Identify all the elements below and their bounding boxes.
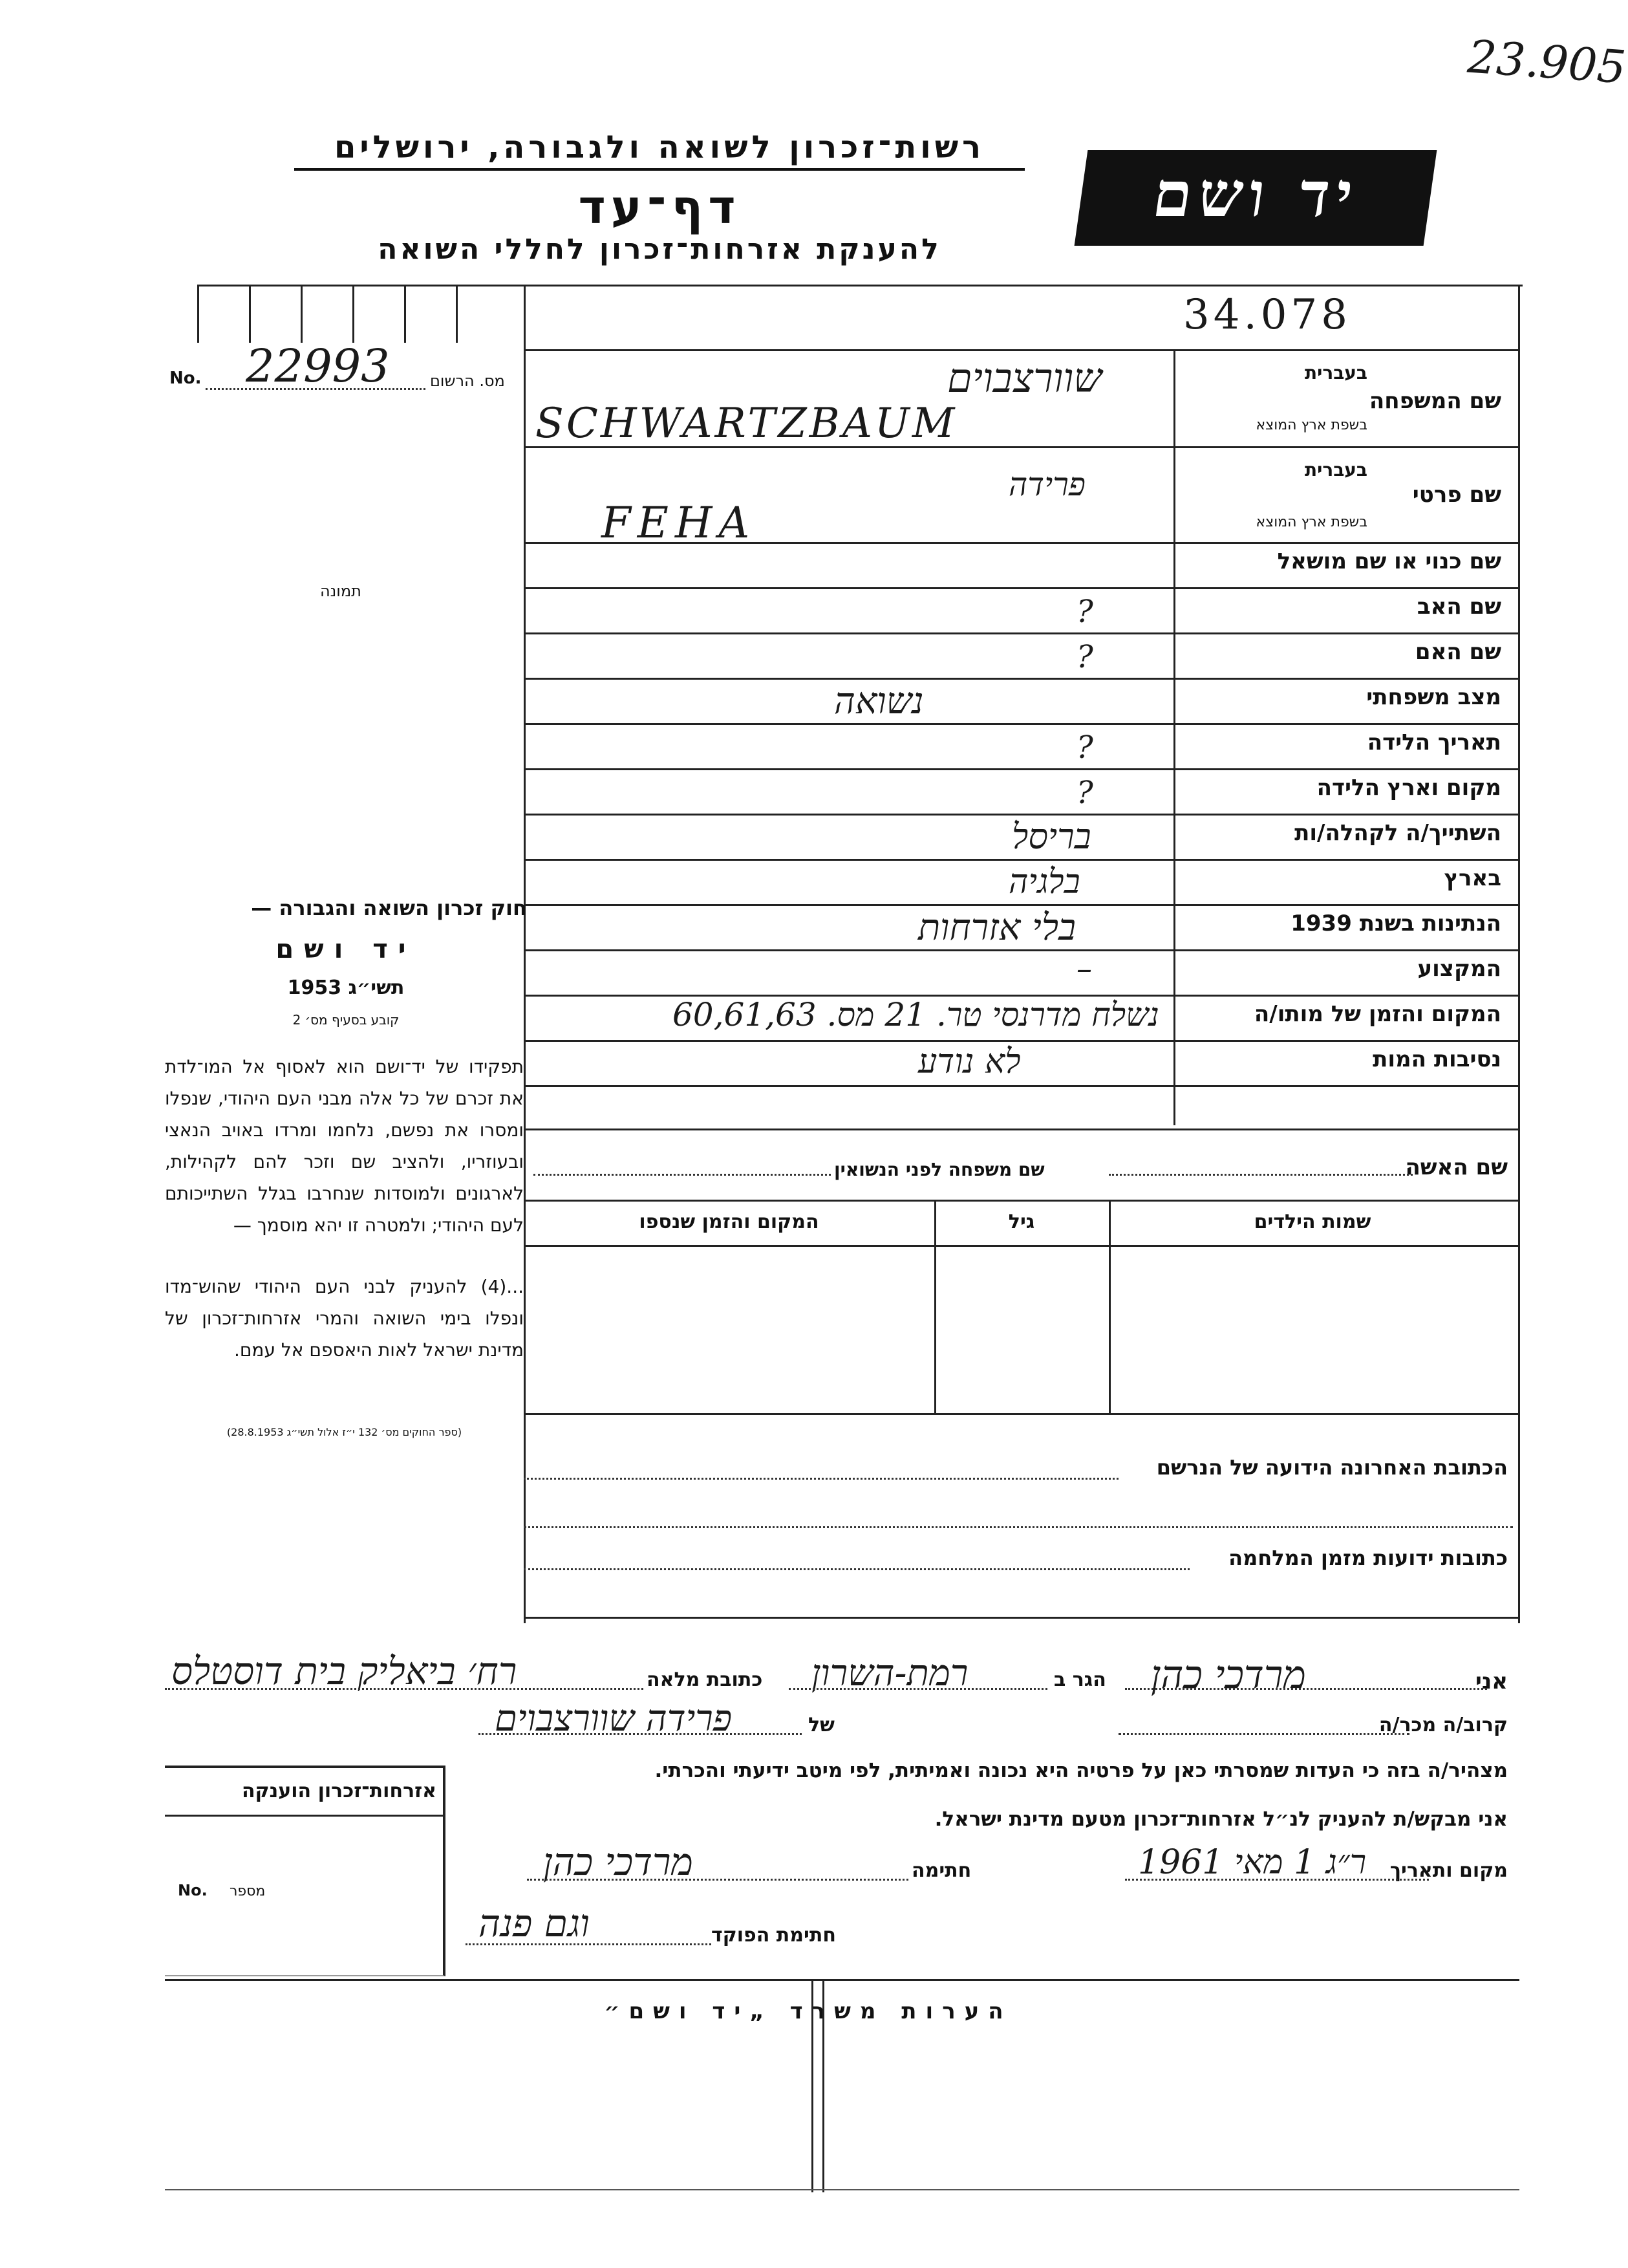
death-cause-label: נסיבות המות	[1373, 1046, 1501, 1072]
country-value: בלגיה	[1009, 863, 1080, 902]
first-name-origin-label: בשפת ארץ המוצא	[1256, 514, 1367, 530]
nickname-label: שם כנוי או שם מושאל	[1277, 548, 1501, 574]
father-value: ?	[1076, 594, 1093, 630]
signature-value: מרדכי כהן	[543, 1840, 693, 1884]
declarant-name: מרדכי כהן	[1151, 1652, 1306, 1698]
death-place-value: נשלח מדרנסי טר. 21 מס. 60,61,63	[672, 996, 1159, 1033]
wife-maiden-label: שם משפחה לפני הנשואין	[834, 1159, 1045, 1180]
statement-1: מצהיר/ה בזה כי העדות שמסרתי כאן על פרטיה היא נכונה ואמיתית, לפי מיטב ידיעתי והכרתי.	[654, 1759, 1508, 1782]
office-notes-label: הערות משרד „יד ושם״	[604, 1998, 1012, 2024]
law-paragraph-1: תפקידו של יד־ושם הוא לאסוף אל המו־לדת את זכרם של כל אלה מבני העם היהודי, שנפלו ומסרו את נפשם, נלחמו ומרדו באויב הנאצי ובעוזריו, ולהציב שם וזכר להם לקהילות, לארגונים ולמוסדות שנחרבו בגלל השתייכותם לעם היהודי; ולמטרה זו יהא מוסמך —	[165, 1056, 524, 1236]
yad-vashem-logo	[1075, 150, 1437, 246]
citizenship-box-no-label: No.	[178, 1881, 208, 1899]
law-title: חוק זכרון השואה והגבורה —	[251, 896, 527, 920]
law-year: תשי״ג 1953	[287, 977, 405, 999]
signature-label: חתימה	[912, 1859, 972, 1882]
first-name-hebrew-value: פרידה	[1009, 466, 1086, 503]
first-name-hebrew-label: בעברית	[1304, 459, 1367, 481]
death-cause-value: לא נודע	[918, 1042, 1021, 1081]
birth-place-label: מקום וארץ הלידה	[1316, 775, 1501, 801]
wife-label: שם האשה	[1405, 1154, 1508, 1180]
birth-date-label: תאריך הלידה	[1367, 729, 1501, 755]
relative-name: פרידה שוורצבוים	[495, 1698, 733, 1740]
marital-value: נשואה	[834, 680, 924, 722]
family-name-hebrew-value: שוורצבוים	[947, 354, 1102, 402]
community-label: השתייך/ה לקהלה/ות	[1294, 820, 1501, 846]
community-value: בריסל	[1012, 816, 1091, 857]
birth-place-value: ?	[1076, 775, 1093, 811]
relative-label: קרוב/ה מכר/ה	[1378, 1714, 1508, 1736]
law-clause: קובע בסעיף מס׳ 2	[292, 1012, 400, 1028]
photo-label: תמונה	[320, 582, 361, 600]
full-address-label: כתובת מלאה	[647, 1669, 763, 1691]
resident-label: הגר ב	[1054, 1669, 1106, 1691]
law-name: יד ושם	[275, 934, 416, 964]
town-value: רמת-השרון	[811, 1652, 969, 1694]
citizenship-box	[165, 1766, 445, 1976]
officer-signature-label: חתימת הפוקד	[711, 1924, 836, 1947]
family-name-hebrew-label: בעברית	[1304, 362, 1367, 383]
first-name-origin-value: FEHA	[601, 498, 756, 548]
father-label: שם האב	[1417, 594, 1501, 620]
family-name-origin-value: SCHWARTZBAUM	[535, 400, 958, 448]
law-source: (ספר החוקים מס׳ 132 י״ז אלול תשי״ג 28.8.1953)	[226, 1426, 462, 1438]
wartime-address-label: כתובות ידועות מזמן המלחמה	[1228, 1546, 1508, 1570]
children-age-header: גיל	[1008, 1211, 1035, 1233]
profession-label: המקצוע	[1417, 956, 1501, 982]
statement-2: אני מבקש/ת להעניק לנ״ל אזרחות־זכרון מטעם מדינת ישראל.	[934, 1808, 1508, 1831]
first-name-label: שם פרטי	[1412, 482, 1501, 508]
i-label: אני	[1475, 1669, 1508, 1694]
place-date-label: מקום ותאריך	[1389, 1859, 1508, 1882]
children-names-header: שמות הילדים	[1254, 1211, 1371, 1233]
country-label: בארץ	[1444, 865, 1501, 891]
profession-value: –	[1076, 951, 1092, 987]
registration-number: 22993	[246, 340, 390, 393]
stamp-number: 34.078	[1183, 291, 1351, 339]
officer-signature: וגם פנה	[478, 1901, 590, 1945]
authority-title: רשות־זכרון לשואה ולגבורה, ירושלים	[294, 129, 1025, 171]
children-place-header: המקום והזמן שנספו	[639, 1211, 819, 1233]
marital-label: מצב משפחתי	[1366, 684, 1501, 710]
subtitle: להענקת אזרחות־זכרון לחללי השואה	[378, 233, 941, 266]
full-address-value: רח׳ ביאליק בית דוסטלס	[171, 1649, 517, 1693]
death-place-label: המקום והזמן של מותו/ה	[1254, 1001, 1501, 1027]
of-label: של	[808, 1714, 835, 1736]
birth-date-value: ?	[1076, 729, 1093, 766]
family-name-label: שם המשפחה	[1369, 388, 1501, 414]
logo-text: יד ושם	[1148, 158, 1364, 231]
citizenship-label: הנתינות בשנת 1939	[1291, 911, 1501, 936]
citizenship-box-number-label: מספר	[230, 1883, 266, 1899]
registration-en-label: No.	[169, 369, 202, 388]
last-address-label: הכתובת האחרונה הידועה של הנרשם	[1156, 1455, 1508, 1480]
citizenship-value: בלי אזרחות	[918, 907, 1076, 949]
page-title: דף־עד	[578, 180, 741, 234]
place-date-value: ר״ג 1 מאי 1961	[1138, 1843, 1367, 1882]
registration-he-label: מס. הרשום	[430, 372, 505, 390]
corner-number: 23.905	[1466, 30, 1628, 94]
citizenship-box-title: אזרחות־זכרון הוענקה	[241, 1780, 436, 1802]
family-name-origin-label: בשפת ארץ המוצא	[1256, 417, 1367, 433]
law-paragraph-2: ...(4) להעניק לבני העם היהודי שהוש־מדו ונפלו בימי השואה והמרי אזרחות־זכרון של מדינת ישראל לאות היאספם אל עמם.	[165, 1276, 524, 1361]
mother-value: ?	[1076, 639, 1093, 675]
mother-label: שם האם	[1415, 639, 1501, 665]
